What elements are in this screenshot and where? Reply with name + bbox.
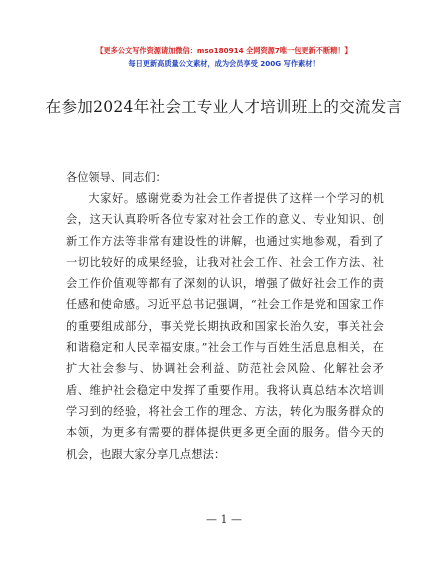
promo-banner bbox=[0, 44, 448, 70]
promo-line-1: 【更多公文写作资源请加微信：mso180914 全网资源7唯一包更新不断精！】 bbox=[96, 46, 352, 55]
salutation: 各位领导、同志们： bbox=[66, 171, 167, 184]
page-number: — 1 — bbox=[206, 513, 242, 526]
promo-line-2: 每日更新高质量公文素材，成为会员享受 200G 写作素材！ bbox=[128, 59, 320, 68]
body-paragraph: 大家好。感谢党委为社会工作者提供了这样一个学习的机会，这天认真聆听各位专家对社会工作的意义、专业知识、创新工作方法等非常有建设性的讲解，也通过实地参观，看到了一切比较好的成果经验，让我对社会工作、社会工作方法、社会工作价值观等都有了深刻的认识，增强了做好社会工作的责任感和使命感。习近平总书记强调，“社会工作是党和国家工作的重要组成部分，事关党长期执政和国家长治久安，事关社会和谐稳定和人民幸福安康。”社会工作与百姓生活息息相关，在扩大社会参与、协调社会利益、防范社会风险、化解社会矛盾、维护社会稳定中发挥了重要作用。我将认真总结本次培训学习到的经验，将社会工作的理念、方法，转化为服务群众的本领，为更多有需要的群体提供更多更全面的服务。借今天的机会，也跟大家分享几点想法： bbox=[66, 192, 384, 461]
document-title: 在参加2024年社会工专业人才培训班上的交流发言 bbox=[45, 98, 403, 116]
